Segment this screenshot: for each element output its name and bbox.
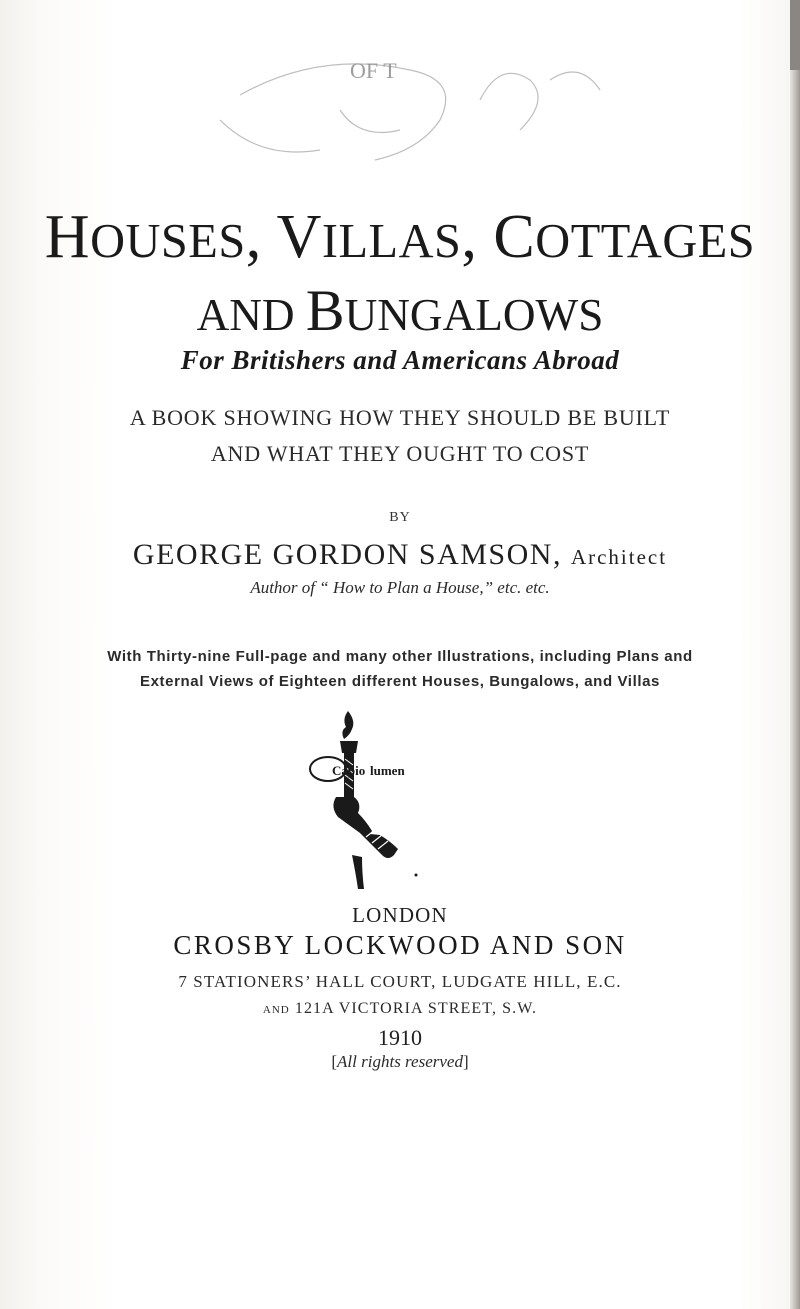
address-rest: 121A VICTORIA STREET, S.W. — [294, 1000, 538, 1017]
rights-text: All rights reserved — [337, 1052, 463, 1071]
title-part: B — [305, 278, 345, 343]
imprint-year: 1910 — [378, 1025, 422, 1050]
title-part: ILLAS — [321, 215, 462, 268]
description-line-1: A BOOK SHOWING HOW THEY SHOULD BE BUILT — [129, 405, 671, 430]
imprint-address-2 — [0, 1000, 800, 1018]
page-edge-shadow — [790, 0, 800, 70]
device-right-word: lumen — [370, 763, 405, 778]
imprint-address-1: 7 STATIONERS’ HALL COURT, LUDGATE HILL, E.C. — [178, 972, 622, 991]
illustrations-line-1: With Thirty-nine Full-page and many other Illustrations, including Plans and — [107, 648, 693, 665]
title-part: UNGALOWS — [344, 290, 604, 340]
library-stamp — [200, 40, 620, 180]
title-part: OTTAGES — [535, 215, 756, 268]
title-part: AND — [196, 290, 306, 340]
subtitle: For Britishers and Americans Abroad — [180, 345, 620, 375]
title-part: OUSES — [90, 215, 246, 268]
address-prefix: AND — [262, 1004, 290, 1016]
title-part: , C — [461, 203, 536, 271]
author-line — [0, 538, 800, 572]
author-role: Architect — [570, 545, 668, 569]
description-line-2: AND WHAT THEY OUGHT TO COST — [210, 441, 590, 466]
author-name: GEORGE GORDON SAMSON, — [132, 538, 562, 571]
imprint-city: LONDON — [352, 903, 448, 927]
illustrations-line-2: External Views of Eighteen different Houses, Bungalows, and Villas — [140, 673, 660, 690]
publisher-device-icon — [300, 705, 500, 895]
title-line-2 — [0, 277, 800, 344]
title-part: , V — [245, 203, 322, 271]
rights-notice: [All rights reserved] — [331, 1052, 469, 1071]
by-label: BY — [389, 510, 411, 525]
title-part: H — [44, 203, 91, 271]
imprint-publisher: CROSBY LOCKWOOD AND SON — [173, 930, 627, 960]
device-left-word: Capio — [332, 763, 366, 778]
title-line-1 — [0, 202, 800, 273]
stamp-text: OF T — [350, 58, 397, 83]
author-previous-work: Author of “ How to Plan a House,” etc. etc. — [250, 578, 550, 597]
